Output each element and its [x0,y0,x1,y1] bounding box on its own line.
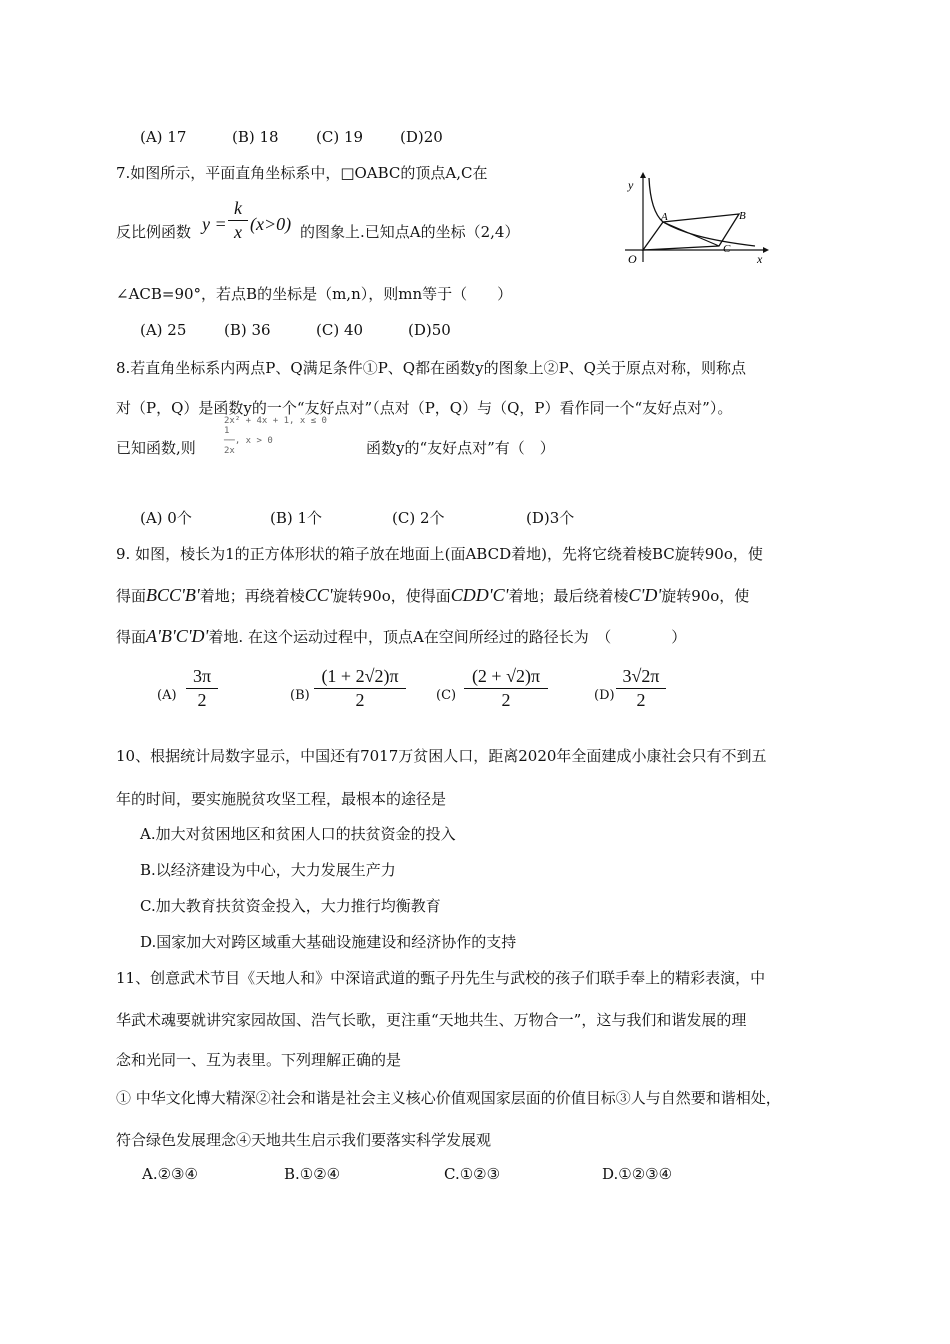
q8-option-d: (D)3个 [526,509,575,527]
q9-option-d-fraction [616,666,666,711]
q9-line-2-math-4: C'D' [628,585,662,605]
q9-option-d-numerator: 3√2π [616,666,666,689]
q10-option-b: B.以经济建设为中心，大力发展生产力 [140,861,396,879]
q9-option-a-label: (A) [157,688,177,703]
q7-formula-fraction [228,198,248,243]
q7-figure-point-c: C [723,243,731,255]
q10-option-d: D.国家加大对跨区域重大基础设施建设和经济协作的支持 [140,933,517,951]
q9-line-3-b: 着地. 在这个运动过程中，顶点A在空间所经过的路径长为 （ ） [208,628,687,646]
q8-option-c: (C) 2个 [392,509,445,527]
q7-line-3: ∠ACB=90°，若点B的坐标是（m,n），则mn等于（ ） [116,285,513,303]
q6-option-a: (A) 17 [140,128,187,146]
q8-line-3-post: 函数y的“友好点对”有（ ） [366,439,555,457]
q11-line-2: 华武术魂要就讲究家园故国、浩气长歌，更注重“天地共生、万物合一”，这与我们和谐发展的理 [116,1011,747,1029]
q8-piecewise-line-1: 2x² + 4x + 1, x ≤ 0 [224,416,327,426]
q11-option-d: D.①②③④ [602,1165,673,1183]
q9-line-2-math-3: CDD'C' [450,585,509,605]
q9-option-a-fraction [186,666,218,711]
q7-line-2-post: 的图象上.已知点A的坐标（2,4） [300,223,520,241]
q7-option-c: (C) 40 [316,321,364,339]
q8-piecewise-function [224,416,327,456]
q7-option-a: (A) 25 [140,321,187,339]
q9-line-2-math-2: CC' [304,585,333,605]
q11-option-c: C.①②③ [444,1165,501,1183]
q8-piecewise-line-4: 2x [224,446,235,456]
q9-option-b-denominator: 2 [355,690,365,710]
q10-line-2: 年的时间，要实施脱贫攻坚工程，最根本的途径是 [116,790,447,808]
q11-line-1: 11、创意武术节目《天地人和》中深谙武道的甄子丹先生与武校的孩子们联手奉上的精彩表演，中 [116,969,766,987]
q7-formula-x: x [234,222,242,242]
q6-option-b: (B) 18 [232,128,279,146]
q7-formula-y: y = [202,214,227,234]
q8-piecewise-line-2: 1 [224,426,230,436]
q9-line-2-a: 得面 [116,587,147,605]
q11-line-4: ① 中华文化博大精深②社会和谐是社会主义核心价值观国家层面的价值目标③人与自然要和谐相处， [116,1089,781,1107]
q7-line-2-pre: 反比例函数 [116,223,192,241]
q7-option-d: (D)50 [408,321,451,339]
q9-line-1: 9. 如图，棱长为1的正方体形状的箱子放在地面上(面ABCD着地)，先将它绕着棱BC旋转90o，使 [116,545,763,563]
q11-option-b: B.①②④ [284,1165,341,1183]
q11-option-a: A.②③④ [142,1165,198,1183]
q8-line-1: 8.若直角坐标系内两点P、Q满足条件①P、Q都在函数y的图象上②P、Q关于原点对称，则称点 [116,359,746,377]
q8-piecewise-line-3: ──, x > 0 [224,436,273,446]
q9-option-d-denominator: 2 [636,690,646,710]
q6-option-d: (D)20 [400,128,443,146]
q7-line-1: 7.如图所示，平面直角坐标系中，□OABC的顶点A,C在 [116,164,488,182]
q10-option-a: A.加大对贫困地区和贫困人口的扶贫资金的投入 [140,825,456,843]
q8-line-3-pre: 已知函数,则 [116,439,196,457]
q9-line-2-math-1: BCC'B' [146,585,200,605]
q10-line-1: 10、根据统计局数字显示，中国还有7017万贫困人口，距离2020年全面建成小康社会只有不到五 [116,747,767,765]
q7-formula-cond: (x>0) [250,214,292,234]
q9-option-b-label: (B) [290,688,310,703]
q9-line-2-e: 旋转90o，使 [661,587,750,605]
q7-figure [615,170,770,265]
q9-option-a-numerator: 3π [186,666,218,689]
q9-option-c-denominator: 2 [501,690,511,710]
q9-option-c-numerator: (2 + √2)π [464,666,548,689]
q7-formula-k: k [228,198,248,221]
q11-line-5: 符合绿色发展理念④天地共生启示我们要落实科学发展观 [116,1131,492,1149]
q8-option-a: (A) 0个 [140,509,192,527]
q11-line-3: 念和光同一、互为表里。下列理解正确的是 [116,1051,402,1069]
q9-option-c-label: (C) [436,688,457,703]
q9-option-c-fraction [464,666,548,711]
q7-option-b: (B) 36 [224,321,271,339]
q9-line-2-d: 着地；最后绕着棱 [508,587,629,605]
q7-figure-origin-label: O [628,252,637,265]
q9-option-b-fraction [314,666,406,711]
q9-line-3-a: 得面 [116,628,147,646]
q7-figure-point-b: B [739,210,746,222]
q10-option-c: C.加大教育扶贫资金投入，大力推行均衡教育 [140,897,441,915]
q9-line-2-c: 旋转90o，使得面 [332,587,451,605]
q8-option-b: (B) 1个 [270,509,323,527]
q7-figure-y-label: y [628,178,634,192]
q8-line-2: 对（P，Q）是函数y的一个“友好点对”（点对（P，Q）与（Q，P）看作同一个“友好点对”）。 [116,399,733,417]
q9-option-d-label: (D) [594,688,615,703]
q9-line-3 [116,626,686,647]
q7-figure-point-a: A [661,211,668,223]
q9-option-b-numerator: (1 + 2√2)π [314,666,406,689]
q9-line-2-b: 着地；再绕着棱 [199,587,305,605]
q6-option-c: (C) 19 [316,128,364,146]
q9-option-a-denominator: 2 [197,690,207,710]
q9-line-2 [116,585,749,606]
q9-line-3-math-1: A'B'C'D' [146,626,209,646]
q7-figure-x-label: x [757,252,763,265]
